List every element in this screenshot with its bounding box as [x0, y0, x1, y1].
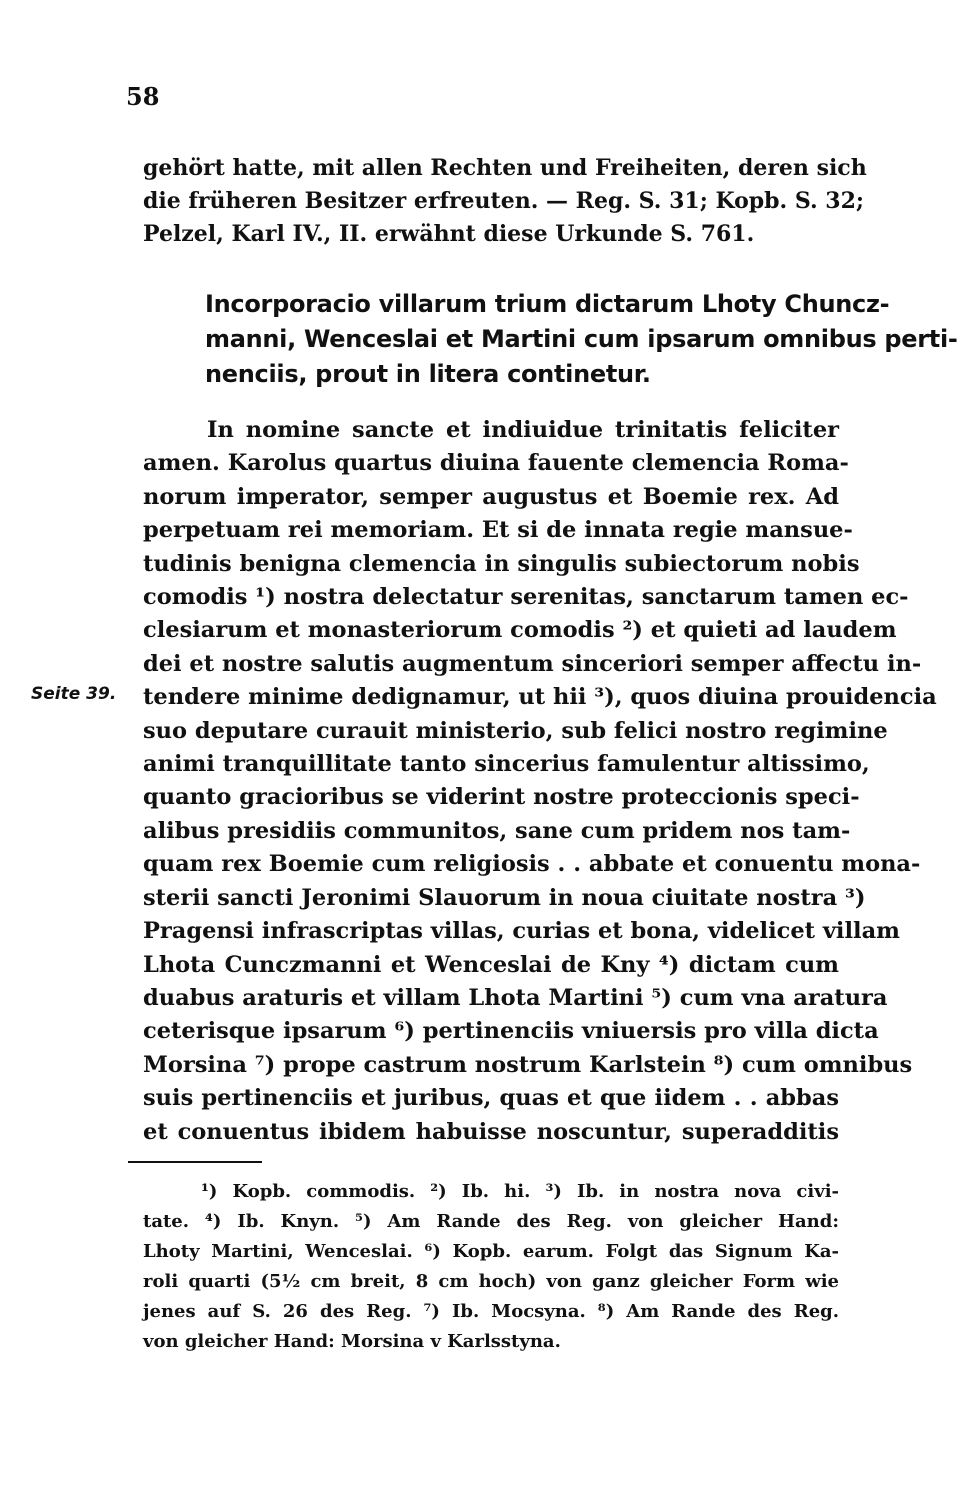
heading-line: nenciis, prout in litera continetur.	[205, 360, 651, 388]
text-line: tendere minime dedignamur, ut hii ³), quos diuina prouidencia	[143, 684, 937, 711]
text-line: perpetuam rei memoriam. Et si de innata regie mansue-	[143, 517, 853, 544]
text-line: dei et nostre salutis augmentum sinceriori semper affectu in-	[143, 650, 922, 677]
intro-line: gehört hatte, mit allen Rechten und Freiheiten, deren sich	[143, 155, 867, 181]
heading-line: manni, Wenceslai et Martini cum ipsarum omnibus perti-	[205, 325, 958, 353]
heading-line: Incorporacio villarum trium dictarum Lhoty Chuncz-	[205, 290, 890, 318]
text-line: ceterisque ipsarum ⁶) pertinenciis vniuersis pro villa dicta	[143, 1018, 879, 1045]
margin-note: Seite 39.	[31, 684, 117, 704]
text-line: Pragensi infrascriptas villas, curias et bona, videlicet villam	[143, 918, 900, 945]
footnote-line: Lhoty Martini, Wenceslai. ⁶) Kopb. earum. Folgt das Signum Ka-	[143, 1241, 839, 1262]
page-number: 58	[126, 82, 160, 111]
text-line: et conuentus ibidem habuisse noscuntur, superadditis	[143, 1118, 839, 1145]
text-line: duabus araturis et villam Lhota Martini ⁵) cum vna aratura	[143, 984, 888, 1011]
text-line: alibus presidiis communitos, sane cum pridem nos tam-	[143, 817, 851, 844]
footnote-line: ¹) Kopb. commodis. ²) Ib. hi. ³) Ib. in nostra nova civi-	[201, 1181, 839, 1202]
footnote-line: tate. ⁴) Ib. Knyn. ⁵) Am Rande des Reg. von gleicher Hand:	[143, 1211, 839, 1232]
text-line: tudinis benigna clemencia in singulis subiectorum nobis	[143, 550, 860, 577]
text-line: suo deputare curauit ministerio, sub felici nostro regimine	[143, 717, 888, 744]
text-line: sterii sancti Jeronimi Slauorum in noua ciuitate nostra ³)	[143, 884, 866, 911]
text-line: quanto gracioribus se viderint nostre proteccionis speci-	[143, 784, 860, 811]
footnote-divider	[128, 1161, 262, 1163]
text-line: Morsina ⁷) prope castrum nostrum Karlstein ⁸) cum omnibus	[143, 1051, 913, 1078]
text-line: clesiarum et monasteriorum comodis ²) et quieti ad laudem	[143, 617, 897, 644]
text-line: Lhota Cunczmanni et Wenceslai de Kny ⁴) dictam cum	[143, 951, 839, 978]
footnote-line: von gleicher Hand: Morsina v Karlsstyna.	[143, 1331, 561, 1352]
intro-line: Pelzel, Karl IV., II. erwähnt diese Urkunde S. 761.	[143, 221, 755, 247]
text-line: comodis ¹) nostra delectatur serenitas, sanctarum tamen ec-	[143, 584, 909, 611]
text-line: amen. Karolus quartus diuina fauente clemencia Roma-	[143, 450, 849, 477]
text-line: norum imperator, semper augustus et Boemie rex. Ad	[143, 483, 839, 510]
footnote-line: roli quarti (5½ cm breit, 8 cm hoch) von ganz gleicher Form wie	[143, 1271, 839, 1292]
text-line: suis pertinenciis et juribus, quas et que iidem . . abbas	[143, 1085, 839, 1112]
charter-text	[143, 414, 937, 1149]
intro-line: die früheren Besitzer erfreuten. — Reg. S. 31; Kopb. S. 32;	[143, 188, 865, 214]
text-line: quam rex Boemie cum religiosis . . abbate et conuentu mona-	[143, 851, 921, 878]
footnotes	[143, 1177, 839, 1357]
footnote-line: jenes auf S. 26 des Reg. ⁷) Ib. Mocsyna. ⁸) Am Rande des Reg.	[143, 1301, 839, 1322]
document-heading	[205, 287, 958, 392]
text-line: In nomine sancte et indiuidue trinitatis feliciter	[207, 417, 839, 443]
text-line: animi tranquillitate tanto sincerius famulentur altissimo,	[143, 751, 870, 778]
intro-paragraph	[143, 152, 867, 251]
